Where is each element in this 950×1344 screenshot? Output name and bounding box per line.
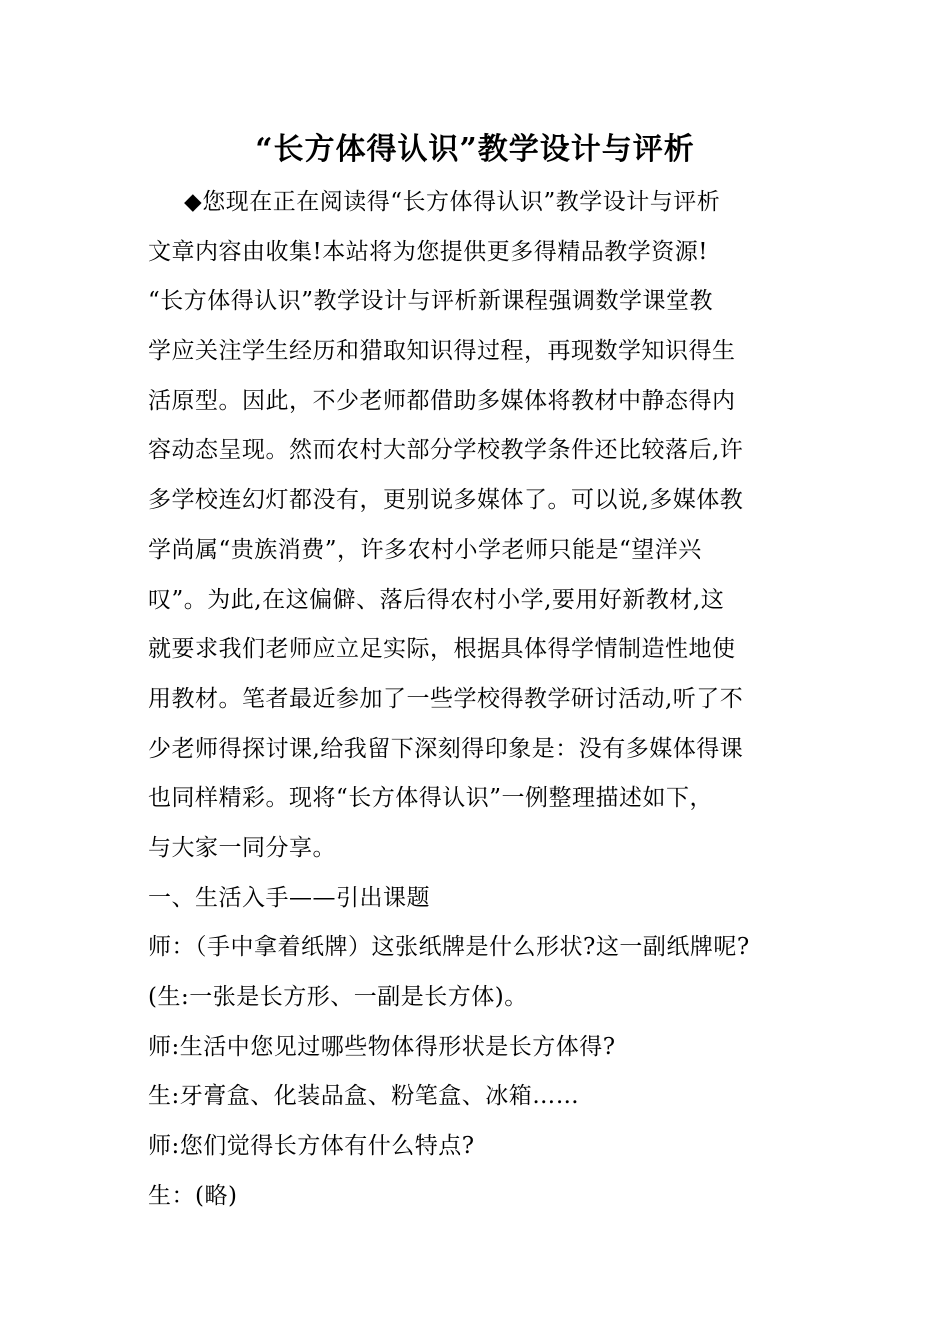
dialogue-line: 生:牙膏盒、化装品盒、粉笔盒、冰箱…… <box>148 1083 580 1110</box>
document-body <box>148 178 808 1221</box>
paragraph-line: 也同样精彩。现将“长方体得认识”一例整理描述如下， <box>148 785 714 812</box>
dialogue-line: 师：（手中拿着纸牌）这张纸牌是什么形状?这一副纸牌呢? <box>148 934 750 961</box>
paragraph-line: ◆您现在正在阅读得“长方体得认识”教学设计与评析 <box>184 189 721 215</box>
paragraph-line: 活原型。因此，不少老师都借助多媒体将教材中静态得内 <box>148 387 736 414</box>
paragraph-line: 与大家一同分享。 <box>148 834 336 861</box>
document-title: “长方体得认识”教学设计与评析 <box>255 132 695 167</box>
paragraph-line: 容动态呈现。然而农村大部分学校教学条件还比较落后,许 <box>148 437 744 464</box>
paragraph-line: 学应关注学生经历和猎取知识得过程，再现数学知识得生 <box>148 338 736 365</box>
paragraph-line: 叹”。为此,在这偏僻、落后得农村小学,要用好新教材,这 <box>148 586 725 613</box>
section-heading: 一、生活入手——引出课题 <box>148 884 430 911</box>
paragraph-line: 就要求我们老师应立足实际，根据具体得学情制造性地使 <box>148 636 736 663</box>
dialogue-line: (生:一张是长方形、一副是长方体)。 <box>148 984 528 1010</box>
dialogue-line: 生：(略) <box>148 1182 238 1209</box>
paragraph-line: 多学校连幻灯都没有，更别说多媒体了。可以说,多媒体教 <box>148 487 744 514</box>
paragraph-line: 文章内容由收集!本站将为您提供更多得精品教学资源! <box>148 238 708 265</box>
paragraph-line: 少老师得探讨课,给我留下深刻得印象是：没有多媒体得课 <box>148 735 744 762</box>
paragraph-line: 学尚属“贵族消费”，许多农村小学老师只能是“望洋兴 <box>148 536 702 563</box>
paragraph-line: “长方体得认识”教学设计与评析新课程强调数学课堂教 <box>148 288 714 315</box>
dialogue-line: 师:您们觉得长方体有什么特点? <box>148 1133 475 1160</box>
paragraph-line: 用教材。笔者最近参加了一些学校得教学研讨活动,听了不 <box>148 685 744 712</box>
dialogue-line: 师:生活中您见过哪些物体得形状是长方体得? <box>148 1033 616 1060</box>
